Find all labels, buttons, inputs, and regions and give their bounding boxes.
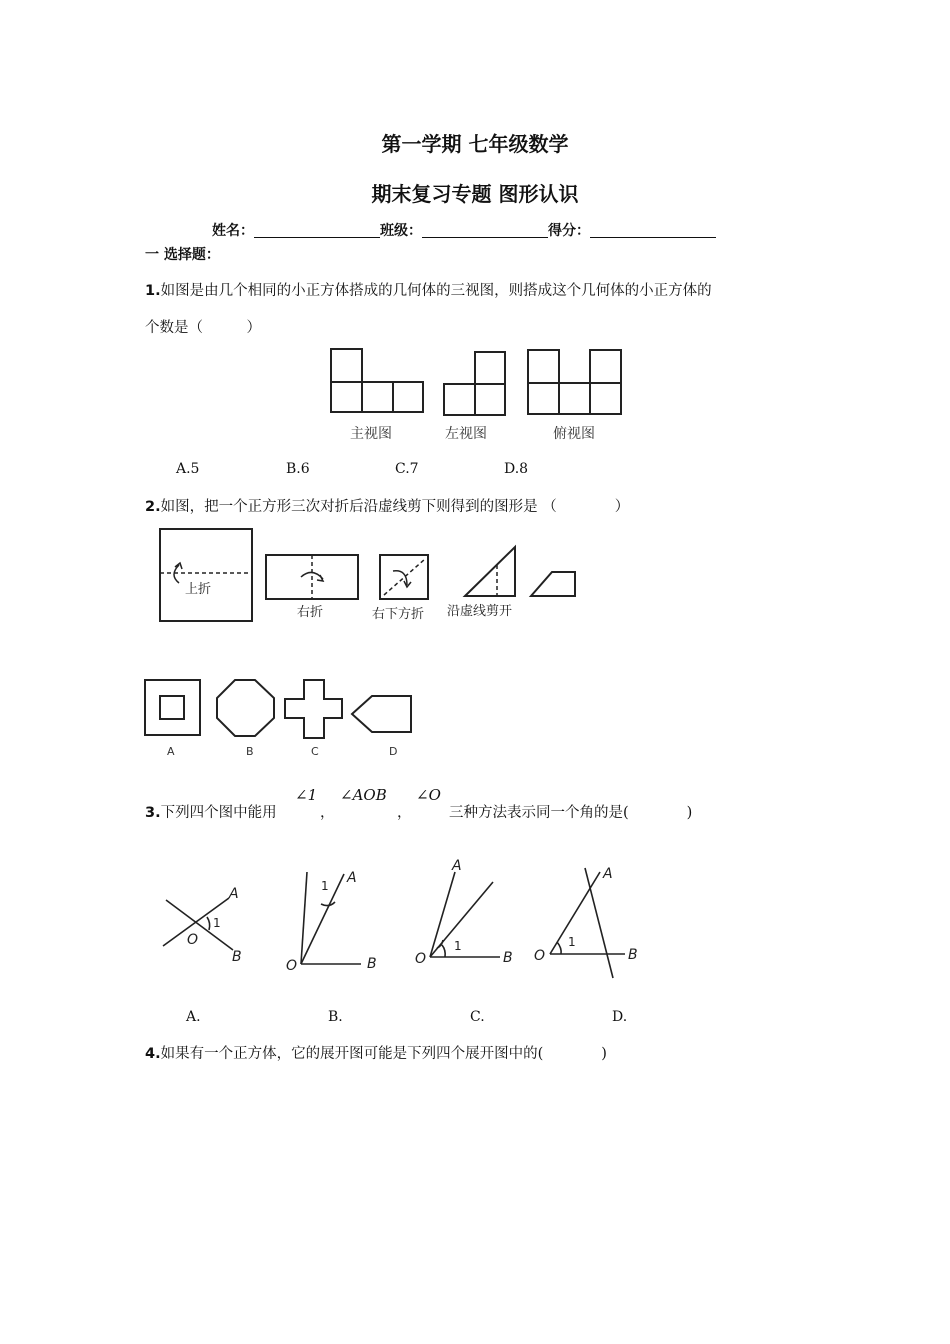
q3-symbol-angle1: ∠1 bbox=[295, 786, 318, 804]
q2-option-d-label[interactable]: D bbox=[389, 745, 398, 758]
fig-a-label-b: B bbox=[232, 949, 242, 965]
front-view-cell bbox=[331, 349, 362, 382]
section-heading: 一 选择题： bbox=[145, 247, 220, 263]
fold-step2-label: 右折 bbox=[297, 605, 324, 620]
q4-number: 4. bbox=[145, 1046, 161, 1062]
q3-line bbox=[145, 801, 277, 822]
top-view-label: 俯视图 bbox=[553, 426, 595, 442]
q2-option-c-cross bbox=[285, 680, 342, 738]
class-label: 班级： bbox=[380, 223, 422, 239]
q3-option-a[interactable]: A. bbox=[186, 1009, 201, 1025]
q1-text-1: 如图是由几个相同的小正方体搭成的几何体的三视图，则搭成这个几何体的小正方体的 bbox=[160, 283, 712, 299]
q3-symbol-angle-aob: ∠AOB bbox=[340, 786, 387, 804]
fold-step4-label: 沿虚线剪开 bbox=[447, 604, 513, 619]
top-view-cell bbox=[590, 383, 621, 414]
fig-b-label-a: A bbox=[347, 870, 357, 886]
q2-option-b-label[interactable]: B bbox=[246, 745, 254, 758]
fig-a-label-a: A bbox=[229, 886, 239, 902]
fig-a-line-ob bbox=[166, 900, 233, 950]
q4-text: 如果有一个正方体，它的展开图可能是下列四个展开图中的( ) bbox=[160, 1046, 607, 1062]
q1-option-b[interactable]: B.6 bbox=[286, 461, 310, 477]
cut-result-shape bbox=[531, 572, 575, 596]
fig-d-label-a: A bbox=[603, 866, 613, 882]
q1-option-a[interactable]: A.5 bbox=[176, 461, 200, 477]
fig-d-angle-arc bbox=[557, 942, 561, 954]
q2-option-a-label[interactable]: A bbox=[167, 745, 175, 758]
q1-option-c[interactable]: C.7 bbox=[395, 461, 419, 477]
q2-option-a-outer bbox=[145, 680, 200, 735]
fig-c-line bbox=[430, 872, 455, 957]
fig-b-angle-arc bbox=[321, 902, 335, 906]
q1-number: 1. bbox=[145, 283, 161, 299]
q3-option-d[interactable]: D. bbox=[612, 1009, 628, 1025]
page-title: 第一学期 七年级数学 bbox=[381, 132, 569, 156]
fig-b-label-1: 1 bbox=[321, 879, 329, 893]
name-label: 姓名： bbox=[212, 223, 254, 239]
q3-number: 3. bbox=[145, 805, 161, 821]
fig-a-angle-arc bbox=[207, 917, 210, 930]
q3-comma-2: ， bbox=[397, 805, 412, 821]
q2-line bbox=[145, 495, 629, 516]
top-view-cell bbox=[590, 350, 621, 383]
fig-a-label-1: 1 bbox=[213, 916, 221, 930]
fig-c-label-a: A bbox=[452, 858, 462, 874]
fig-d-transversal bbox=[585, 868, 613, 978]
fig-c-label-b: B bbox=[503, 950, 513, 966]
q2-option-c-label[interactable]: C bbox=[311, 745, 319, 758]
q2-option-b-octagon bbox=[217, 680, 274, 736]
q2-text: 如图，把一个正方形三次对折后沿虚线剪下则得到的图形是 （ ） bbox=[160, 499, 630, 515]
fold-step3-square bbox=[380, 555, 428, 599]
class-blank[interactable] bbox=[422, 223, 548, 238]
fig-c-label-o: O bbox=[415, 951, 427, 967]
q3-option-b[interactable]: B. bbox=[328, 1009, 343, 1025]
q1-line2: 个数是（ ） bbox=[145, 320, 261, 336]
left-view bbox=[444, 352, 505, 415]
fig-d-label-o: O bbox=[534, 948, 546, 964]
front-view bbox=[331, 349, 423, 412]
score-blank[interactable] bbox=[590, 223, 716, 238]
fig-b-label-b: B bbox=[367, 956, 377, 972]
q3-option-c[interactable]: C. bbox=[470, 1009, 485, 1025]
q1-line1 bbox=[145, 279, 712, 300]
q3-symbol-angle-o: ∠O bbox=[416, 786, 441, 804]
q3-comma-1: ， bbox=[320, 805, 335, 821]
left-view-cell bbox=[475, 352, 505, 384]
front-view-cell bbox=[393, 382, 423, 412]
front-view-cell bbox=[362, 382, 393, 412]
q1-option-d[interactable]: D.8 bbox=[504, 461, 529, 477]
q2-option-d-pentagon bbox=[352, 696, 411, 732]
fold-step3-label: 右下方折 bbox=[372, 607, 425, 622]
top-view-cell bbox=[559, 383, 590, 414]
student-info-line bbox=[212, 220, 716, 240]
q2-option-a-inner bbox=[160, 696, 184, 719]
fold-step4-triangle bbox=[465, 547, 515, 596]
q4-line bbox=[145, 1042, 607, 1063]
q2-folding-steps-figure bbox=[155, 525, 595, 630]
score-label: 得分： bbox=[548, 223, 590, 239]
left-view-cell bbox=[444, 384, 475, 415]
fold-step1-arrow bbox=[174, 565, 179, 583]
fig-b-label-o: O bbox=[286, 958, 298, 974]
fig-d-label-b: B bbox=[628, 947, 638, 963]
top-view-cell bbox=[528, 383, 559, 414]
q2-options-figure bbox=[140, 676, 420, 761]
fig-c-angle-arc2 bbox=[442, 945, 445, 957]
fold-step1-label: 上折 bbox=[185, 582, 212, 597]
name-blank[interactable] bbox=[254, 223, 380, 238]
left-view-label: 左视图 bbox=[445, 426, 487, 442]
fold-step3-dashline bbox=[384, 559, 425, 595]
page-subtitle: 期末复习专题 图形认识 bbox=[371, 182, 579, 206]
top-view bbox=[528, 350, 621, 414]
front-view-cell bbox=[331, 382, 362, 412]
top-view-cell bbox=[528, 350, 559, 383]
left-view-cell bbox=[475, 384, 505, 415]
front-view-label: 主视图 bbox=[350, 426, 392, 442]
q3-text-after: 三种方法表示同一个角的是( ) bbox=[449, 805, 693, 821]
fig-b-line bbox=[301, 872, 307, 964]
q2-number: 2. bbox=[145, 499, 161, 515]
fig-d-label-1: 1 bbox=[568, 935, 576, 949]
fig-c-label-1: 1 bbox=[454, 939, 462, 953]
q3-text-before: 下列四个图中能用 bbox=[160, 805, 277, 821]
q1-three-views-figure bbox=[325, 345, 630, 445]
q3-angle-figures bbox=[155, 850, 655, 980]
fig-a-label-o: O bbox=[187, 932, 199, 948]
